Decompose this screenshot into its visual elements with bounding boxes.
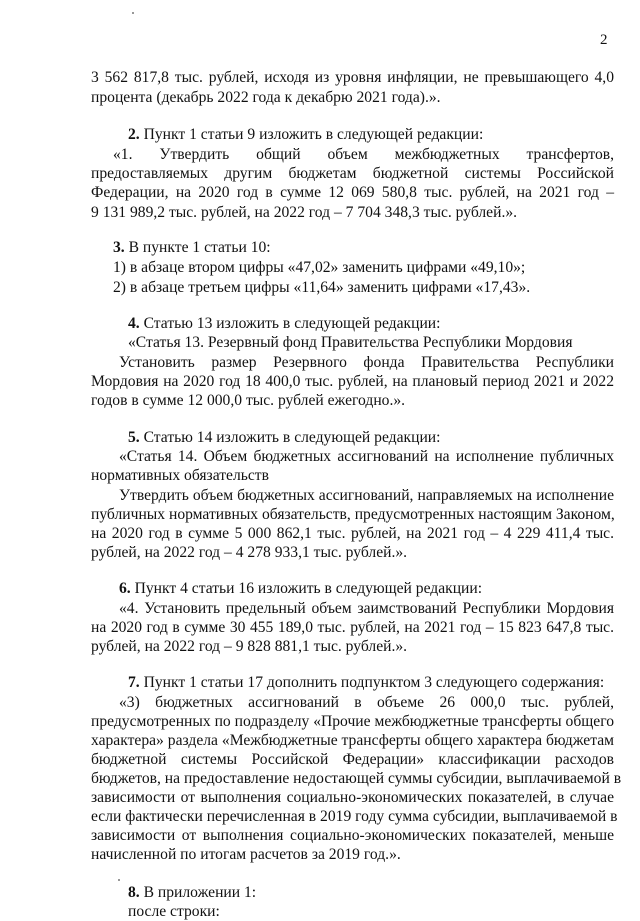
text-line: предусмотренных по подразделу «Прочие межбюджетные трансферты общего bbox=[91, 713, 614, 730]
text-line: 9 131 989,2 тыс. рублей, на 2022 год – 7 704 348,3 тыс. рублей.». bbox=[91, 204, 518, 221]
text-line: Статью 13 изложить в следующей редакции: bbox=[143, 315, 441, 332]
scan-speck bbox=[118, 879, 120, 881]
text-line: Мордовия на 2020 год 18 400,0 тыс. рублей, на плановый период 2021 и 2022 bbox=[91, 373, 614, 390]
item-number: 5. bbox=[128, 429, 140, 446]
paragraph-heading-6 bbox=[119, 579, 614, 598]
text-line: годов в сумме 12 000,0 тыс. рублей ежегодно.». bbox=[91, 392, 406, 409]
text-line: нормативных обязательств bbox=[91, 467, 269, 484]
item-number: 7. bbox=[128, 674, 140, 691]
item-number: 3. bbox=[113, 239, 125, 256]
text-line: бюджетной системы Российской Федерации» классификации расходов bbox=[91, 751, 614, 768]
text-line: Пункт 4 статьи 16 изложить в следующей редакции: bbox=[134, 580, 483, 597]
text-line: начисленной по итогам расчетов за 2019 год.». bbox=[91, 846, 401, 863]
text-line: на 2020 год в сумме 5 000 862,1 тыс. рублей, на 2021 год – 4 229 411,4 тыс. bbox=[91, 525, 614, 542]
text-line: после строки: bbox=[128, 903, 220, 920]
text-line: «Статья 13. Резервный фонд Правительства Республики Мордовия bbox=[128, 334, 573, 351]
paragraph-heading-3 bbox=[113, 238, 614, 257]
item-number: 8. bbox=[128, 884, 140, 901]
text-line: «1. Утвердить общий объем межбюджетных трансфертов, bbox=[113, 146, 614, 163]
text-line: характера» раздела «Межбюджетные трансферты общего характера бюджетам bbox=[91, 732, 614, 749]
text-line: бюджетов, на предоставление недостающей суммы субсидии, выплачиваемой в bbox=[91, 770, 622, 787]
text-line: предоставляемых другим бюджетам бюджетной системы Российской bbox=[91, 165, 614, 182]
text-line: Пункт 1 статьи 17 дополнить подпунктом 3 следующего содержания: bbox=[143, 674, 605, 691]
text-line: Федерации, на 2020 год в сумме 12 069 580,8 тыс. рублей, на 2021 год – bbox=[91, 184, 614, 201]
paragraph-heading-5 bbox=[128, 428, 614, 447]
paragraph-heading-4 bbox=[128, 314, 614, 333]
text-line: рублей, на 2022 год – 4 278 933,1 тыс. рублей.». bbox=[91, 544, 408, 561]
text-line: процента (декабрь 2022 года к декабрю 2021 года).». bbox=[91, 89, 441, 106]
text-line: Пункт 1 статьи 9 изложить в следующей редакции: bbox=[143, 126, 484, 143]
item-number: 2. bbox=[128, 126, 140, 143]
text-line: зависимости от выполнения социально-экономических показателей, меньше bbox=[91, 827, 614, 844]
text-line: Утвердить объем бюджетных ассигнований, направляемых на исполнение bbox=[119, 487, 614, 504]
text-line: рублей, на 2022 год – 9 828 881,1 тыс. рублей.». bbox=[91, 638, 408, 655]
page-number: 2 bbox=[600, 32, 608, 48]
scan-speck bbox=[132, 12, 134, 14]
text-line: В пункте 1 статьи 10: bbox=[128, 239, 271, 256]
text-line: публичных нормативных обязательств, предусмотренных настоящим Законом, bbox=[91, 506, 615, 523]
item-number: 4. bbox=[128, 315, 140, 332]
text-line: если фактически перечисленная в 2019 году сумма субсидии, выплачиваемой в bbox=[91, 808, 618, 825]
text-line: «Статья 14. Объем бюджетных ассигнований на исполнение публичных bbox=[119, 448, 614, 465]
text-line: 1) в абзаце втором цифры «47,02» заменить цифрами «49,10»; bbox=[113, 259, 526, 276]
text-line: В приложении 1: bbox=[143, 884, 257, 901]
text-line: 2) в абзаце третьем цифры «11,64» заменить цифрами «17,43». bbox=[113, 279, 531, 296]
paragraph-heading-7 bbox=[128, 673, 614, 692]
text-line: на 2020 год в сумме 30 455 189,0 тыс. рублей, на 2021 год – 15 823 647,8 тыс. bbox=[91, 619, 614, 636]
text-line: 3 562 817,8 тыс. рублей, исходя из уровня инфляции, не превышающего 4,0 bbox=[91, 69, 614, 86]
paragraph-heading-2 bbox=[128, 125, 614, 144]
text-line: «3) бюджетных ассигнований в объеме 26 000,0 тыс. рублей, bbox=[119, 694, 614, 711]
text-line: зависимости от выполнения социально-экономических показателей, в случае bbox=[91, 789, 614, 806]
text-line: «4. Установить предельный объем заимствований Республики Мордовия bbox=[119, 600, 614, 617]
text-line: Статью 14 изложить в следующей редакции: bbox=[143, 429, 441, 446]
item-number: 6. bbox=[119, 580, 131, 597]
paragraph-heading-8 bbox=[128, 883, 614, 902]
text-line: Установить размер Резервного фонда Правительства Республики bbox=[119, 354, 614, 371]
